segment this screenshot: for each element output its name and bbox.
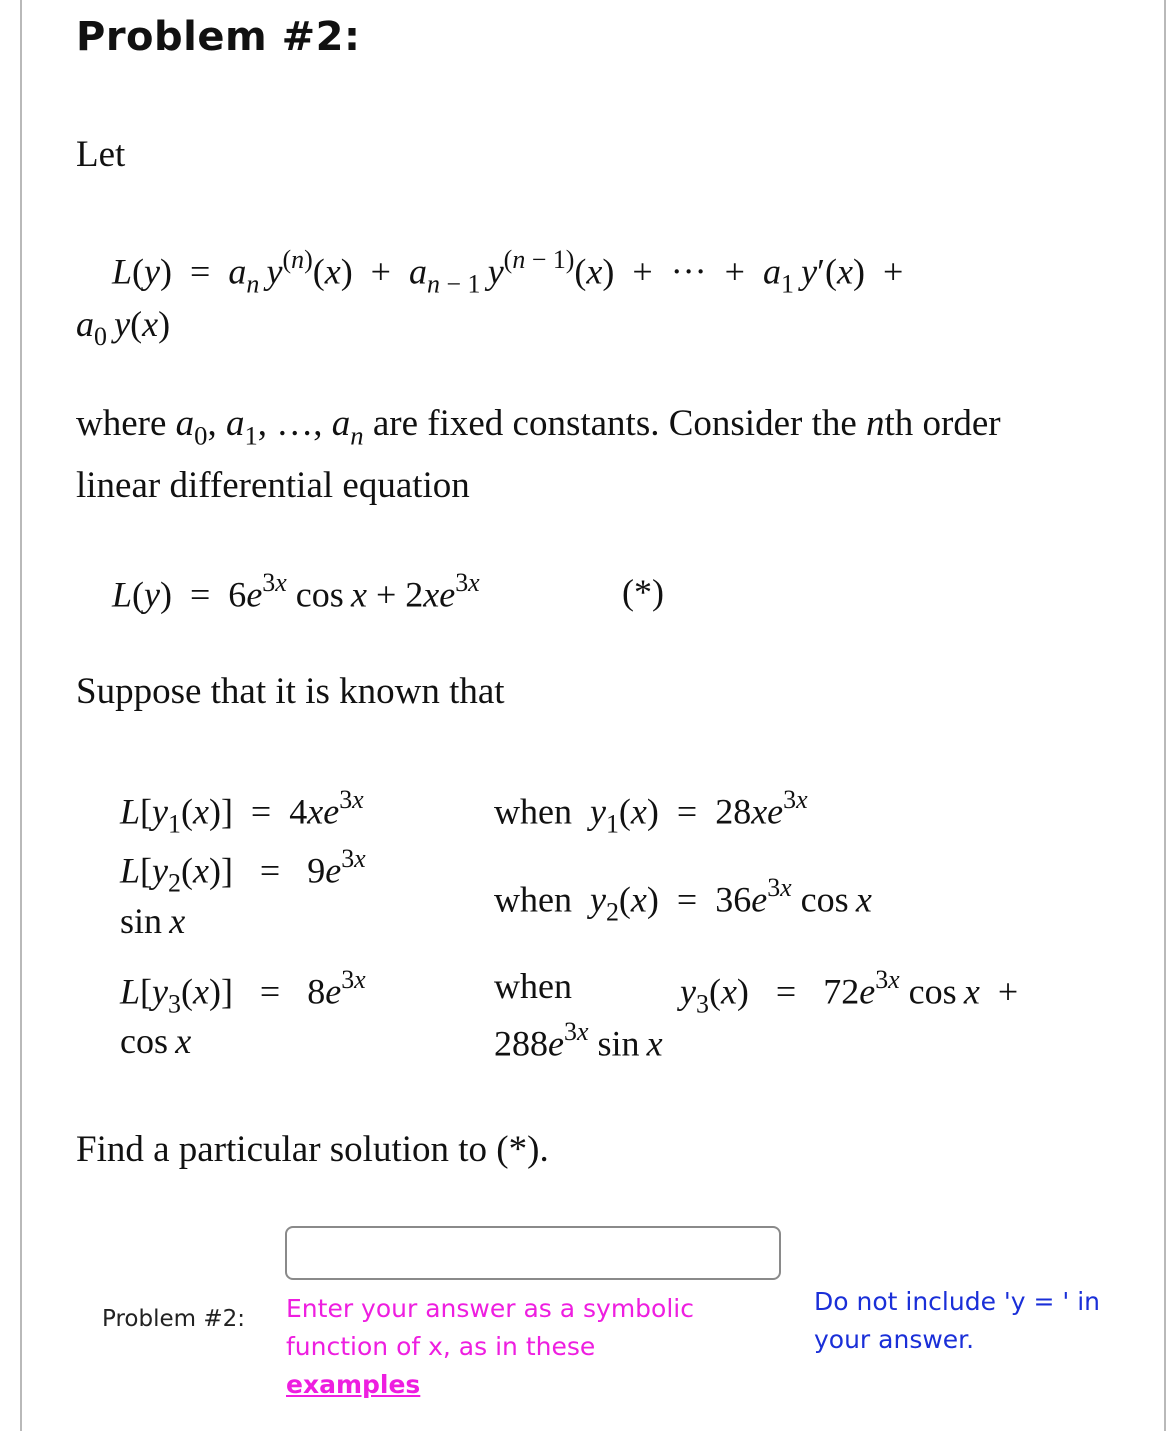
- known-row3-lhs-cont: cos x: [120, 1021, 192, 1061]
- suppose-text: Suppose that it is known that: [76, 671, 505, 712]
- operator-definition: $L(y) = a_n$ $y^{(n)}(x) + a_{n - 1}$ $y^{(n - 1)}(x)$ + ··· + $a_1$ y′(x) +: [112, 245, 904, 299]
- known-row3-rhs: $y_3(x) = 72e^{3x}$ cos x +: [680, 965, 1019, 1019]
- answer-input[interactable]: [285, 1226, 781, 1280]
- answer-hint: [286, 1290, 694, 1404]
- hint-line1: Enter your answer as a symbolic: [286, 1294, 694, 1323]
- known-row1-lhs: $L[y_1(x)] = 4xe^{3x}$: [120, 785, 364, 839]
- page-frame: [20, 0, 1166, 1431]
- known-row3-lhs: $L[y_3(x)] = 8e^{3x}$: [120, 965, 366, 1019]
- answer-note: [814, 1283, 1100, 1359]
- main-equation: $L(y) = 6e^{3x}$ $\cos x + 2xe^{3x}$: [112, 568, 480, 615]
- intro-text: Let: [76, 134, 126, 175]
- where-text: where $a_0$, $a_1$, …, $a_n$ are fixed constants. Consider the nth order: [76, 403, 1001, 451]
- answer-label: Problem #2:: [102, 1306, 245, 1332]
- known-row2-lhs: $L[y_2(x)] = 9e^{3x}$: [120, 844, 366, 898]
- known-row3-rhs-cont: $288e^{3x}$ sin x: [494, 1017, 663, 1064]
- note-line1: Do not include 'y = ' in: [814, 1287, 1101, 1316]
- where-text-line2: linear differential equation: [76, 465, 470, 506]
- operator-definition-line2: $a_0$ y(x): [76, 304, 171, 352]
- find-text: Find a particular solution to (*).: [76, 1129, 549, 1170]
- known-row1-rhs: when $y_1(x) = 28xe^{3x}$: [494, 785, 808, 839]
- note-line2: your answer.: [814, 1325, 975, 1354]
- problem-title: Problem #2:: [76, 14, 361, 60]
- known-row2-rhs: when $y_2(x) = 36e^{3x}$ cos x: [494, 873, 872, 927]
- known-row3-when: when: [494, 966, 572, 1006]
- hint-line2: function of x, as in these: [286, 1332, 596, 1361]
- known-row2-lhs-cont: sin x: [120, 901, 186, 941]
- equation-tag: (*): [622, 572, 664, 612]
- examples-link[interactable]: examples: [286, 1370, 421, 1399]
